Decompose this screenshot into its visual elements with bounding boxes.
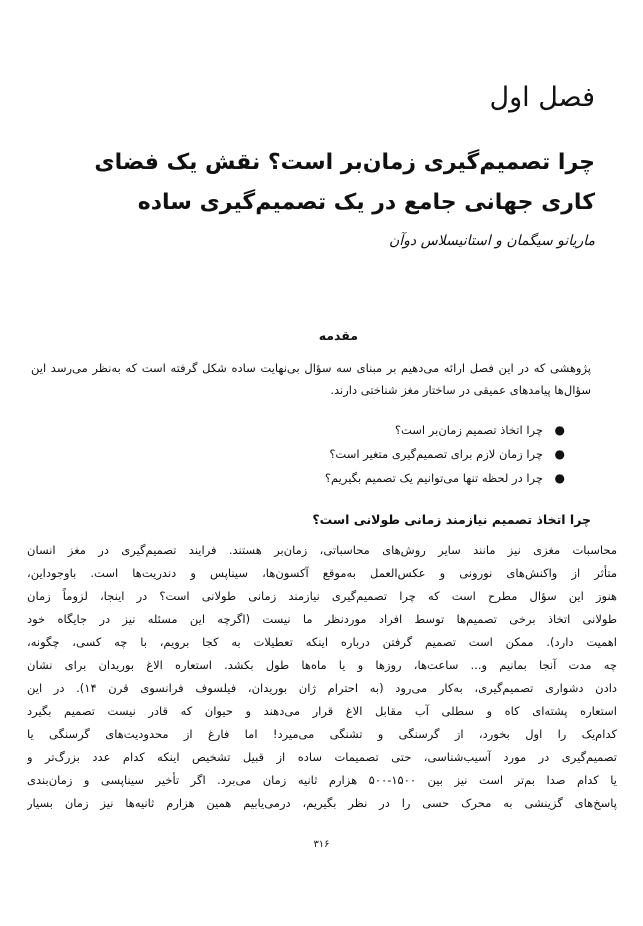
- list-item: [325, 418, 565, 442]
- text-line: کدام‌یک را اول بخورد، از گرسنگی و تشنگی می‌میرد! اما فارغ از محدودیت‌های گرسنگی یا: [27, 727, 617, 741]
- chapter-title: چرا تصمیم‌گیری زمان‌بر است؟ نقش یک فضای کاری جهانی جامع در یک تصمیم‌گیری ساده: [94, 150, 595, 215]
- text-line: محاسبات مغزی نیز مانند سایر روش‌های محاسباتی، زمان‌بر هستند. فرایند تصمیم‌گیری در مغز انسان: [27, 543, 617, 557]
- body-paragraph: [27, 539, 617, 815]
- bullet-icon: ●: [554, 447, 565, 461]
- text-line: پاسخ‌های گزینشی به محرک حسی را در نظر بگیریم، درمی‌یابیم همین هزارم ثانیه‌ها نیز زمان بسیار: [27, 796, 617, 810]
- text-line: تصمیم‌گیری در مورد آسیب‌شناسی، حتی تصمیمات ساده از قبیل تشخیص اینکه کدام عدد بزرگ‌تر و: [27, 750, 617, 764]
- intro-heading: مقدمه: [318, 328, 358, 343]
- section-heading: چرا اتخاذ تصمیم نیازمند زمانی طولانی است؟: [312, 512, 591, 527]
- text-line: چه مدت آنجا بمانیم و... ساعت‌ها، روزها و یا ماه‌ها طول بکشد. استعاره الاغ بوریدان برای نشان: [27, 658, 617, 672]
- page-number: ۳۱۶: [313, 839, 330, 850]
- bullet-icon: ●: [554, 471, 565, 485]
- text-line: اهمیت دارد). ممکن است تصمیم گرفتن درباره اینکه تعطیلات به کجا برویم، با چه کسی، چگونه،: [27, 635, 617, 649]
- list-item: [325, 466, 565, 490]
- text-line: هنوز این سؤال مطرح است که چرا تصمیم‌گیری نیازمند زمانی طولانی است؟ در اینجا، لزوماً زمان: [27, 589, 617, 603]
- list-item: [325, 442, 565, 466]
- question-text: چرا اتخاذ تصمیم زمان‌بر است؟: [394, 423, 543, 437]
- text-line: یا کدام صدا بم‌تر است نیز بین ۱۵۰۰-۵۰۰ هزارم ثانیه زمان می‌برد. اگر تأخیر سیناپسی و زمان‌بندی: [27, 773, 617, 787]
- text-line: طولانی اتخاذ برخی تصمیم‌ها توسط افراد موردنظر ما نیست (اگرچه این مسئله نیز در جایگاه خود: [27, 612, 617, 626]
- question-text: چرا در لحظه تنها می‌توانیم یک تصمیم بگیریم؟: [324, 471, 543, 485]
- question-list: [325, 418, 565, 490]
- text-line: استعاره پشته‌ای کاه و سطلی آب مقابل الاغ قرار می‌دهند و حیوان که قادر نیست تصمیم بگیرد: [27, 704, 617, 718]
- text-line: متأثر از واکنش‌های نورونی و عکس‌العمل به‌موقع آکسون‌ها، سیناپس و دندریت‌ها است. با‌وجوداین،: [27, 566, 617, 580]
- chapter-authors: ماریانو سیگمان و استانیسلاس دوآن: [388, 233, 595, 249]
- question-text: چرا زمان لازم برای تصمیم‌گیری متغیر است؟: [329, 447, 543, 461]
- bullet-icon: ●: [554, 423, 565, 437]
- chapter-label: فصل اول: [489, 82, 595, 113]
- text-line: دادن دشواری تصمیم‌گیری، به‌کار می‌رود (به احترام ژان بوریدان، فیلسوف فرانسوی قرن ۱۴). در این: [27, 681, 617, 695]
- intro-paragraph: پژوهشی که در این فصل ارائه می‌دهیم بر مبنای سه سؤال بی‌نهایت ساده شکل گرفته است که به‌نظر می‌رسد این سؤال‌ها پیامدهای عمیقی در ساختار مغز شناختی دارند.: [31, 361, 591, 397]
